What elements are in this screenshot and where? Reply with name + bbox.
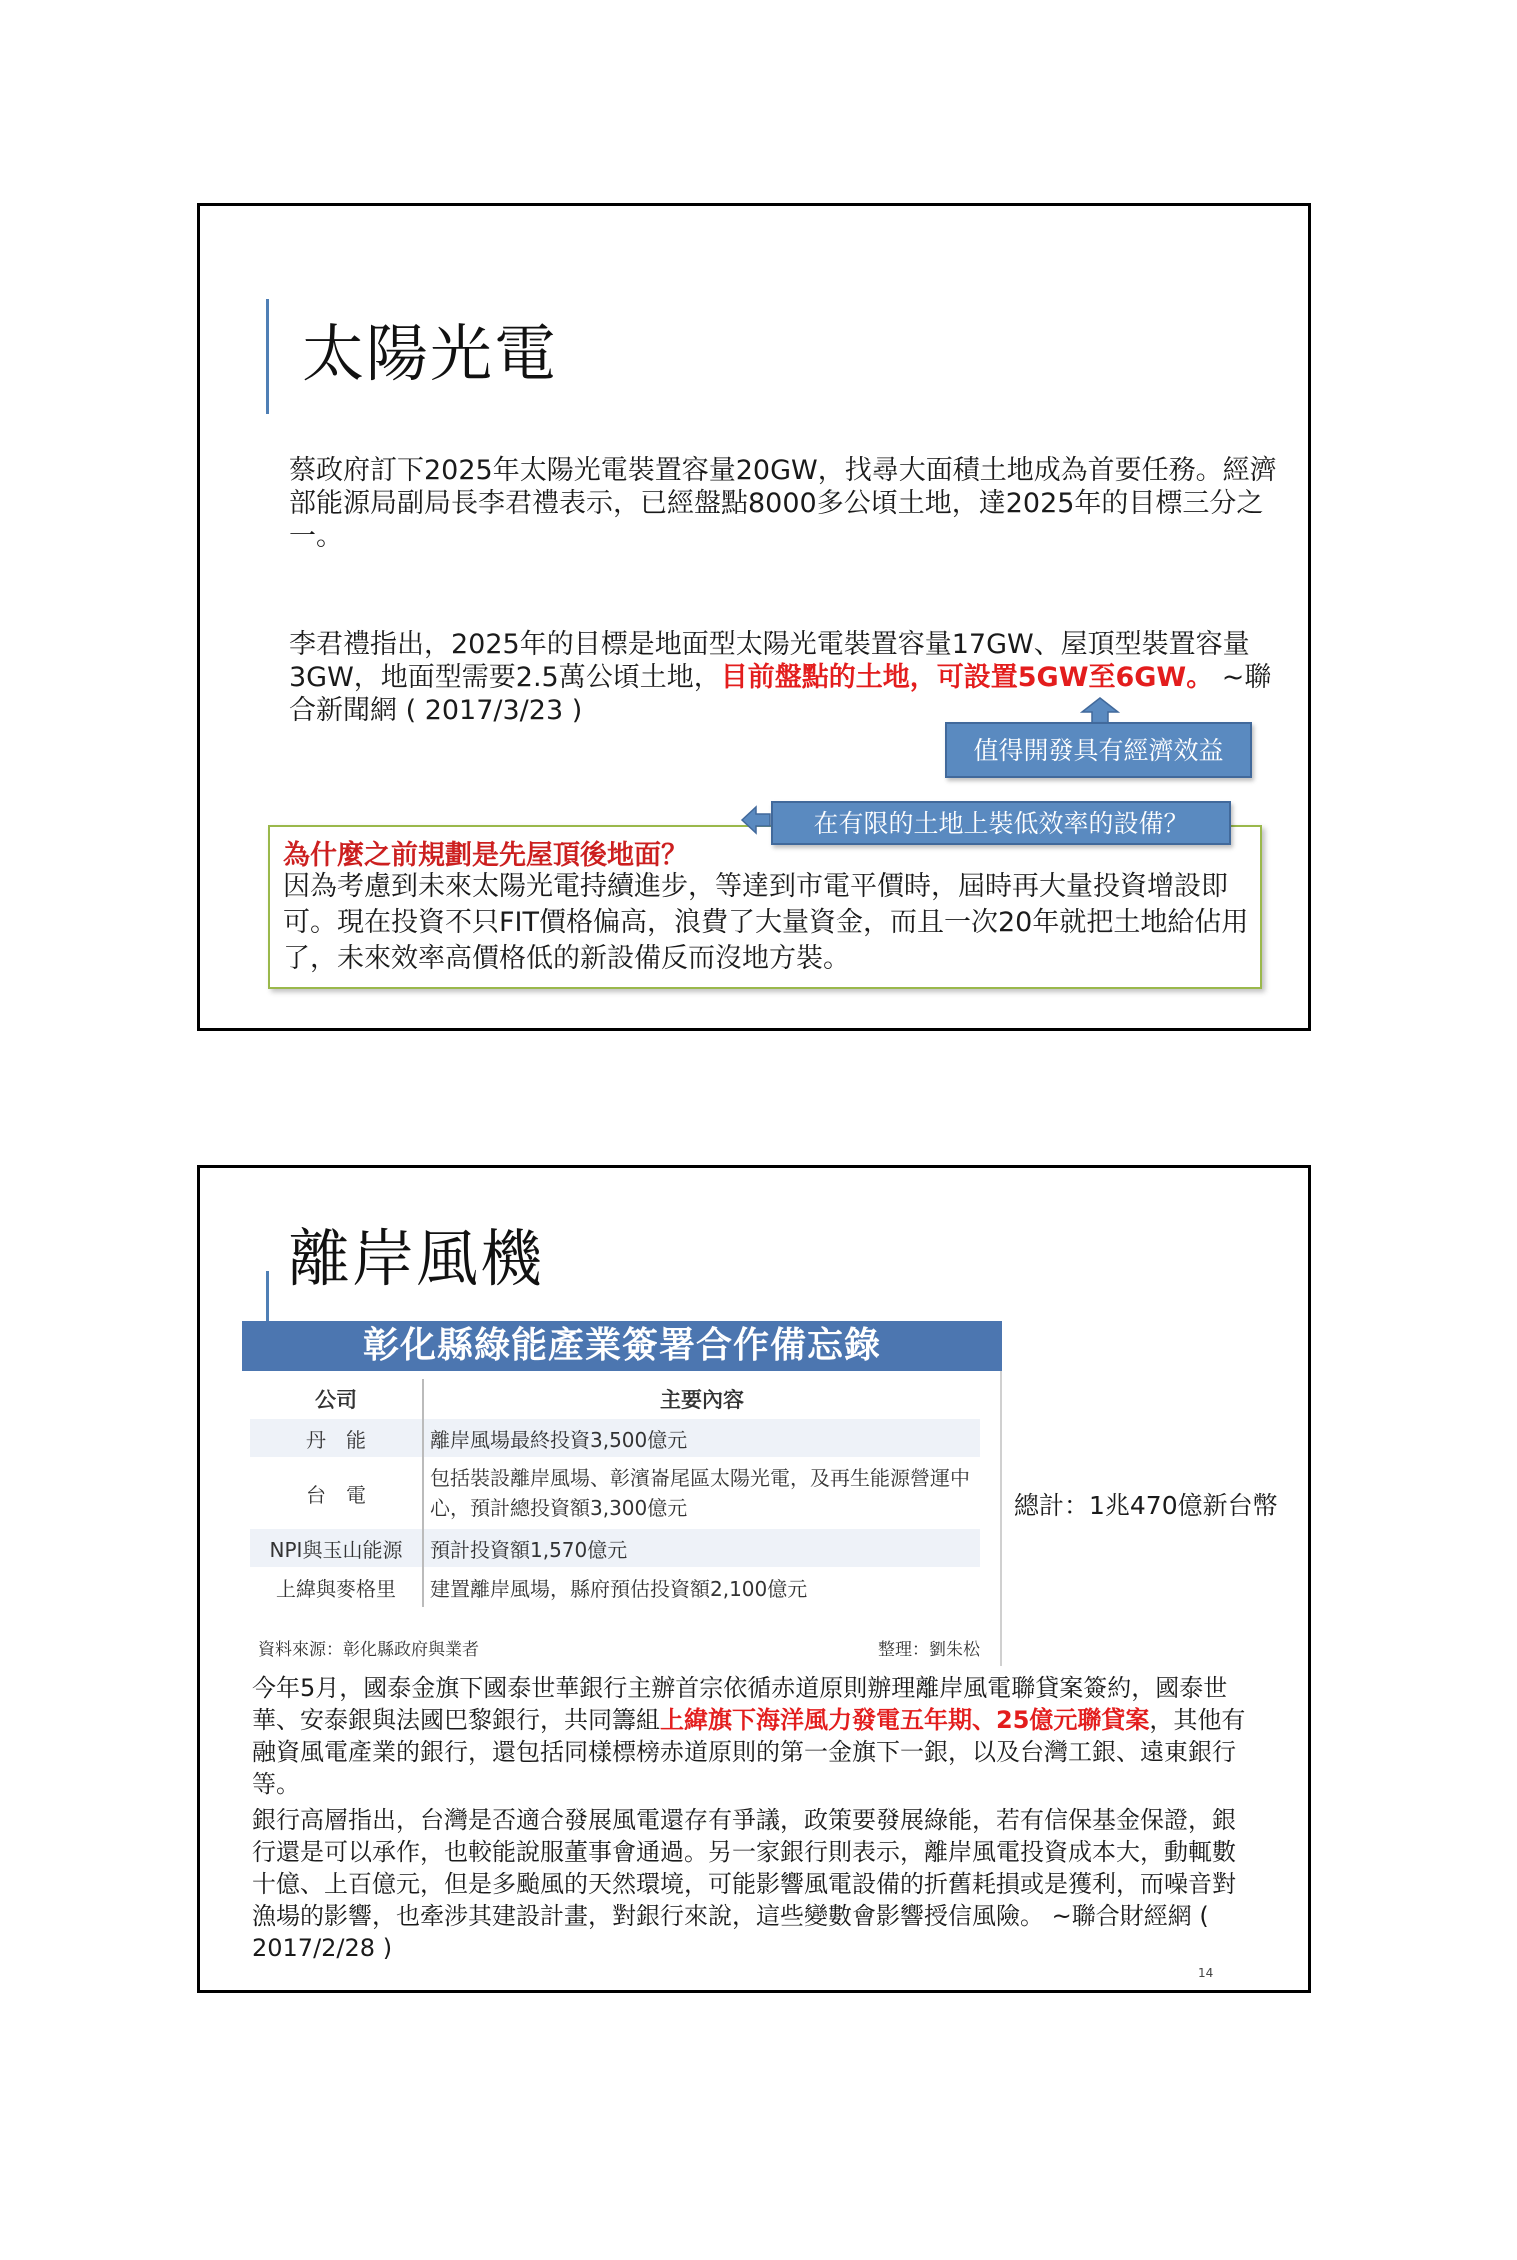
content-cell: 預計投資額1,570億元: [423, 1529, 980, 1567]
mou-table-title: 彰化縣綠能產業簽署合作備忘錄: [242, 1321, 1002, 1371]
company-cell: 台 電: [250, 1457, 423, 1529]
content-cell: 包括裝設離岸風場、彰濱崙尾區太陽光電，及再生能源營運中心，預計總投資額3,300億元: [430, 1466, 970, 1520]
para-land-highlight: 目前盤點的土地，可設置5GW至6GW。: [720, 662, 1214, 693]
loan-text-b: ，其他有融資風電產業的銀行，還包括同樣標榜赤道原則的第一金旗下一銀，以及台灣工銀、遠東銀行等。: [252, 1706, 1246, 1798]
para-land-text: 李君禮指出，2025年的目標是地面型太陽光電裝置容量17GW、屋頂型裝置容量3GW，地面型需要2.5萬公頃土地，: [289, 629, 1250, 693]
paragraph-target: 蔡政府訂下2025年太陽光電裝置容量20GW，找尋大面積土地成為首要任務。經濟部能源局副局長李君禮表示，已經盤點8000多公頃土地，達2025年的目標三分之一。: [289, 455, 1277, 552]
left-arrow-icon: [740, 805, 772, 835]
table-row: [250, 1567, 980, 1607]
company-cell: NPI與玉山能源: [250, 1529, 423, 1567]
table-right-border: [1000, 1371, 1002, 1666]
content-cell: 建置離岸風場，縣府預估投資額2,100億元: [430, 1576, 808, 1601]
table-header-row: [250, 1379, 980, 1419]
table-editor: 整理：劉朱松: [878, 1640, 980, 1660]
mou-table-image: [242, 1321, 1002, 1666]
total-investment: 總計：1兆470億新台幣: [1014, 1491, 1278, 1520]
table-row: [250, 1457, 980, 1529]
column-header-company: 公司: [250, 1379, 423, 1419]
content-cell: 離岸風場最終投資3,500億元: [423, 1419, 980, 1457]
slide-title: 太陽光電: [302, 317, 559, 390]
question-box: [268, 825, 1262, 989]
company-cell: 上緯與麥格里: [250, 1567, 423, 1607]
slide-title: 離岸風機: [288, 1222, 545, 1295]
company-cell: 丹 能: [250, 1419, 423, 1457]
question-heading: 為什麼之前規劃是先屋頂後地面？: [283, 840, 688, 871]
paragraph-loan: [252, 1672, 1252, 1800]
mou-table: [250, 1379, 980, 1607]
table-row: [250, 1529, 980, 1567]
loan-highlight: 上緯旗下海洋風力發電五年期、25億元聯貸案: [660, 1706, 1150, 1734]
column-header-content: 主要內容: [660, 1388, 744, 1412]
callout-land-efficiency: 在有限的土地上裝低效率的設備？: [771, 801, 1231, 845]
slide-solar: [197, 203, 1311, 1031]
paragraph-land: [289, 628, 1289, 727]
loan-text-a: 今年5月，國泰金旗下國泰世華銀行主辦首宗依循赤道原則辦理離岸風電聯貸案簽約，國泰世華、安泰銀與法國巴黎銀行，共同籌組: [252, 1674, 1228, 1734]
table-row: [250, 1419, 980, 1457]
para-land-source: ~聯合新聞網 ( 2017/3/23 ): [289, 662, 1272, 726]
callout-economic-value: 值得開發具有經濟效益: [945, 722, 1252, 778]
answer-text: 因為考慮到未來太陽光電持續進步，等達到市電平價時，屆時再大量投資增設即可。現在投資不只FIT價格偏高，浪費了大量資金，而且一次20年就把土地給佔用了，未來效率高價格低的新設備反而沒地方裝。: [283, 871, 1249, 974]
paragraph-bank-view: 銀行高層指出，台灣是否適合發展風電還存有爭議，政策要發展綠能，若有信保基金保證，銀行還是可以承作，也較能說服董事會通過。另一家銀行則表示，離岸風電投資成本大，動輒數十億、上百億元，但是多颱風的天然環境，可能影響風電設備的折舊耗損或是獲利，而噪音對漁場的影響，也牽涉其建設計畫，對銀行來說，這些變數會影響授信風險。 ~聯合財經網 ( 2017/2/28 ): [252, 1806, 1236, 1962]
table-source: 資料來源：彰化縣政府與業者: [258, 1640, 479, 1660]
title-accent-bar: [266, 299, 269, 414]
slide-offshore-wind: [197, 1165, 1311, 1993]
page-number: 14: [1198, 1966, 1214, 1980]
